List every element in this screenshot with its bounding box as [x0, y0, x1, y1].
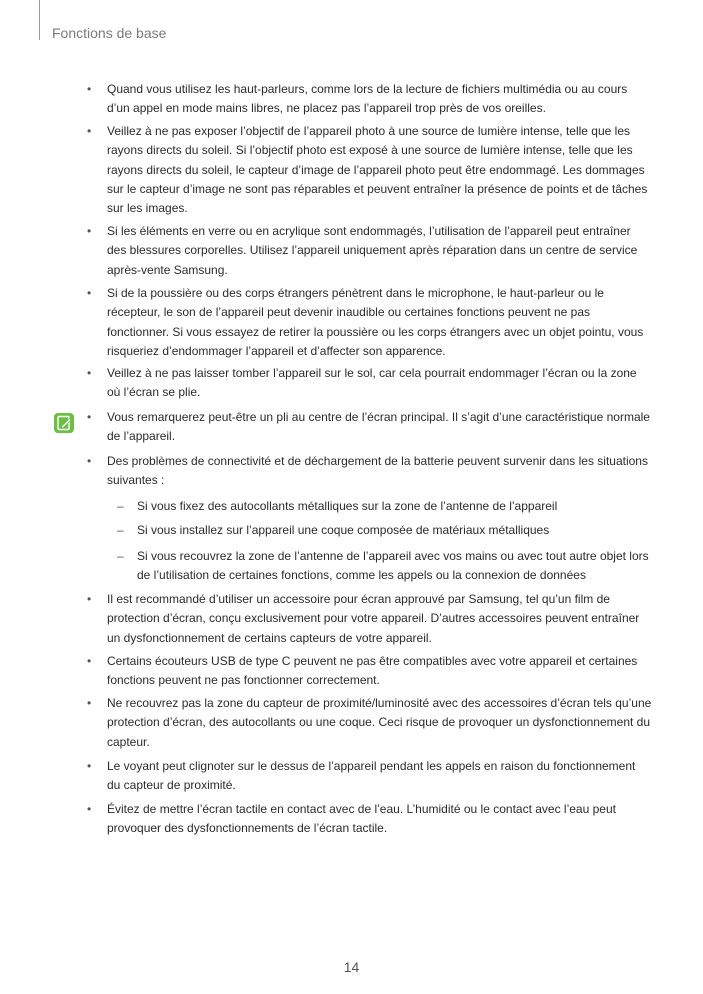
- bullet: •: [87, 454, 92, 468]
- note-item: Certains écouteurs USB de type C peuvent ne pas être compatibles avec votre appareil et certaines fonctions peuvent ne pas fonctionner correctement.: [107, 654, 638, 688]
- list-item: Si les éléments en verre ou en acrylique sont endommagés, l’utilisation de l’appareil peut entraîner des blessures corporelles. Utilisez l’appareil uniquement après réparation dans un centre de service après-vente Samsung.: [107, 224, 638, 277]
- bullet: •: [87, 366, 92, 380]
- bullet: •: [87, 654, 92, 668]
- note-pencil-icon: [54, 413, 74, 433]
- bullet: •: [87, 224, 92, 238]
- note-subitem: Si vous recouvrez la zone de l’antenne de l’appareil avec vos mains ou avec tout autre objet lors de l’utilisation de certaines fonctions, comme les appels ou la connexion de données: [137, 549, 649, 583]
- note-item: Il est recommandé d’utiliser un accessoire pour écran approuvé par Samsung, tel qu’un film de protection d’écran, conçu exclusivement pour votre appareil. D’autres accessoires peuvent entraîner un dysfonctionnement de certains capteurs de votre appareil.: [107, 592, 640, 645]
- bullet: •: [87, 592, 92, 606]
- list-item: Quand vous utilisez les haut-parleurs, comme lors de la lecture de fichiers multimédia ou au cours d’un appel en mode mains libres, ne placez pas l’appareil trop près de vos oreilles.: [107, 82, 628, 116]
- dash: –: [117, 523, 124, 537]
- bullet: •: [87, 286, 92, 300]
- bullet: •: [87, 759, 92, 773]
- list-item: Veillez à ne pas laisser tomber l’appareil sur le sol, car cela pourrait endommager l’écran ou la zone où l’écran se plie.: [107, 366, 637, 400]
- dash: –: [117, 499, 124, 513]
- note-subitem: Si vous fixez des autocollants métalliques sur la zone de l’antenne de l’appareil: [137, 499, 558, 513]
- bullet: •: [87, 802, 92, 816]
- note-item: Ne recouvrez pas la zone du capteur de proximité/luminosité avec des accessoires d’écran tels qu’une protection d’écran, des autocollants ou une coque. Ceci risque de provoquer un dysfonctionnement du capteur.: [107, 696, 652, 749]
- dash: –: [117, 549, 124, 563]
- note-item: Le voyant peut clignoter sur le dessus de l’appareil pendant les appels en raison du fonctionnement du capteur de proximité.: [107, 759, 636, 793]
- page-number: 14: [343, 959, 360, 975]
- bullet: •: [87, 124, 92, 138]
- bullet: •: [87, 696, 92, 710]
- section-title: Fonctions de base: [52, 25, 167, 41]
- note-item: Vous remarquerez peut-être un pli au centre de l’écran principal. Il s’agit d’une caractéristique normale de l’appareil.: [107, 410, 650, 444]
- bullet: •: [87, 82, 92, 96]
- list-item: Veillez à ne pas exposer l’objectif de l’appareil photo à une source de lumière intense, telle que les rayons directs du soleil. Si l’objectif photo est exposé à une source de lumière intense, telle que les rayons directs du soleil, le capteur d’image de l’appareil photo peut être endommagé. Les dommages sur le capteur d’image ne sont pas réparables et peuvent entraîner la présence de points et de tâches sur les images.: [107, 124, 648, 216]
- note-item: Évitez de mettre l’écran tactile en contact avec de l’eau. L’humidité ou le contact avec l’eau peut provoquer des dysfonctionnements de l’écran tactile.: [107, 802, 616, 836]
- list-item: Si de la poussière ou des corps étrangers pénètrent dans le microphone, le haut-parleur ou le récepteur, le son de l’appareil peut devenir inaudible ou certaines fonctions peuvent ne pas fonctionner. Si vous essayez de retirer la poussière ou les corps étrangers avec un objet pointu, vous risqueriez d’endommager l’appareil et d’affecter son apparence.: [107, 286, 644, 358]
- bullet: •: [87, 410, 92, 424]
- note-subitem: Si vous installez sur l’appareil une coque composée de matériaux métalliques: [137, 523, 550, 537]
- note-item: Des problèmes de connectivité et de déchargement de la batterie peuvent survenir dans les situations suivantes :: [107, 454, 648, 488]
